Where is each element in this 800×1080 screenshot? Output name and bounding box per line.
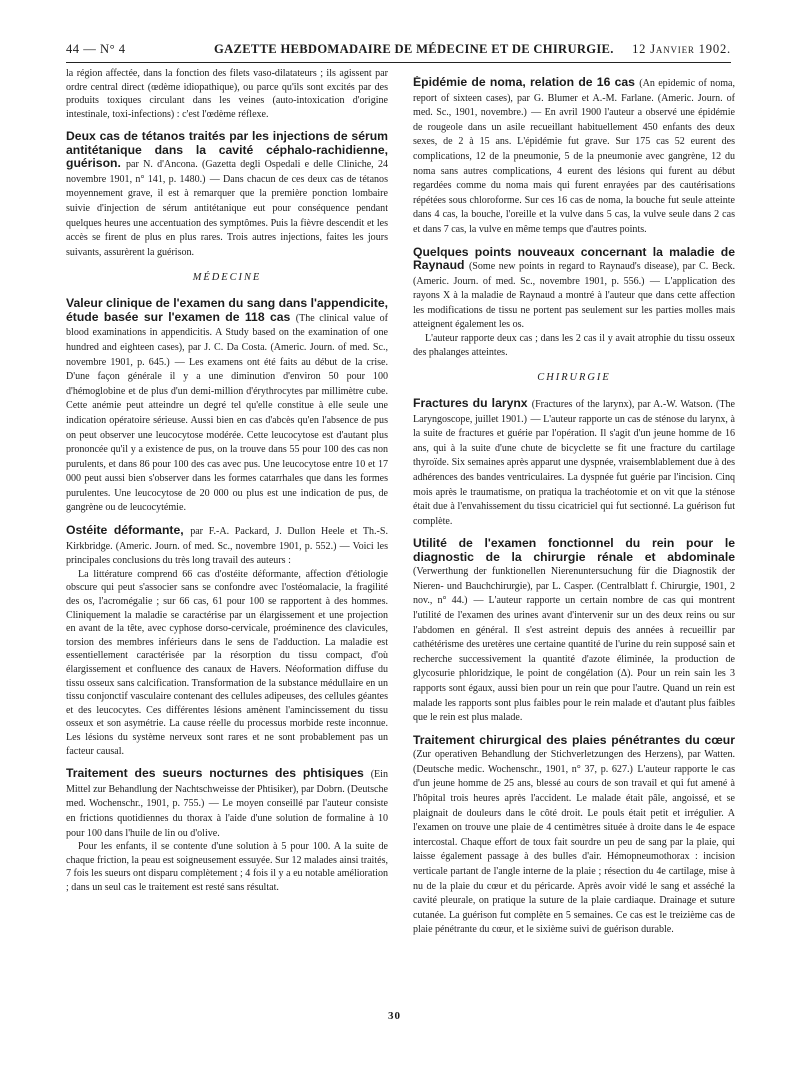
article-body: — En avril 1900 l'auteur a observé une épidémie de rougeole dans un asile recueillant habituellement 450 enfants des deux sexes, de 2 à 15 ans. L'épidémie fut grave. Sur 175 cas 52 eurent des complications, 12 de la pneumonie, 5 de la pneumonie avec gangrène, 12 du noma sans autres complications, 4 eurent des lésions qui furent au début regardées comme du noma mais qui furent enrayées par des cautérisations répétées sous chloroforme. Sur ces 16 cas de noma, la bouche fut seule atteinte dans 4 cas, la bouche, l'oreille et la vulve dans 5 cas, la vulve seule dans 2 cas et dans 7 cas, la vulve en même temps que d'autres points. [413,107,735,235]
section-heading-medecine: MÉDECINE [192,272,262,284]
article-title: Ostéite déformante, par F.-A. Packard, J. Dullon Heele et Th.-S. Kirkbridge. (Americ. Journ. of med. Sc., novembre 1901, p. 552.) — Voici les principales conclusions du très long travail des auteurs : [66,523,388,567]
article-body: — Les examens ont été faits au début de la crise. D'une façon générale il y a une diminution d'environ 50 pour 100 d'hémoglobine et de plus d'un demi-million d'érythrocytes par millimètre cube. Cette anémie peut atteindre un degré tel qu'elle constitue à elle seule une indication opératoire sérieuse. Aussi bien en cas d'abcès qu'en l'absence de pus on peut observer une leucocytose modérée. Cette leucocytose est d'autant plus prononcée qu'il y a existence de pus, on la trouve dans 55 pour 100 des cas non purulents, et dans 86 pour 100 des cas avec pus. Une leucocytose entre 10 et 17 000 peut aussi bien s'observer dans les formes catarrhales que dans les formes purulentes. Une leucocytose de 20 000 ou plus est une indication de pus, de gangrène ou de leucocytémie. [66,356,388,514]
article-larynx [413,397,735,528]
article-body: L'auteur rapporte le cas d'un jeune homme de 25 ans, blessé au cours de son travail et qui fut amené à l'hôpital trois heures après l'accident. Le malade était pâle, angoissé, et se plaignait de douleurs dans le côté droit. Le pouls était petit et irrégulier. A l'examen on trouve une plaie de 4 centimètres située à droite dans le 4e espace intercostal. Chaque effort de toux fait sourdre un peu de sang par la plaie, qui laisse également passage à des bulles d'air. Hémopneumothorax : incision verticale partant de l'angle interne de la plaie ; résection du 4e cartilage, mise à nu de la plaie du cœur et du péricarde. Après avoir vidé le sang et asséché la cavité pleurale, on pratique la suture de la plaie cardiaque. Drainage et suture cutanée. La guérison fut complète en 5 semaines. Ce cas est le treizième cas de plaie pénétrante du cœur, et le sixième suivi de guérison durable. [413,763,735,936]
article-body-2: Pour les enfants, il se contente d'une solution à 5 pour 100. A la suite de chaque friction, la peau est soigneusement essuyée. Sur 12 malades ainsi traités, 7 fois les sueurs ont disparu complètement ; 4 fois il y a eu notable amélioration ; dans un seul cas le traitement est resté sans résultat. [66,841,388,893]
article-title: Deux cas de tétanos traités par les injections de sérum antitétanique dans la cavité céphalo-rachidienne, guérison. par N. d'Ancona. (Gazetta degli Ospedali e delle Cliniche, 24 novembre 1901, n° 141, p. 1480.) — Dans chacun de ces deux cas de tétanos moyennement grave, il est à remarquer que la première ponction lombaire suivie d'injection de sérum antitétanique eut pour conséquence pendant quelques heures une accentuation des symptômes. Puis la fièvre descendit et les accès se firent de plus en plus rares. Trois autres injections, faites les jours suivants, assurèrent la guérison. [66,129,388,258]
article-title: Utilité de l'examen fonctionnel du rein pour le diagnostic de la chirurgie rénale et abdominale (Verwerthung der funktionellen Nierenuntersuchung für die Diagnostik der Nieren- und Bauchchirurgie), par L. Casper. (Centralblatt f. Chirurgie, 1901, 2 nov., n° 44.) — L'auteur rapporte un certain nombre de cas qui montrent l'utilité de l'examen des urines avant d'intervenir sur un des deux reins ou sur l'abdomen en général. Il s'est astreint depuis des années à recueillir par cathétérisme des uretères une certaine quantité de l'urine du rein supposé sain et recherche successivement la quantité d'azote éliminée, la production de glycosurie phloridzique, le point de congélation (Δ). Pour un rein sain les 3 rapports sont égaux, aussi bien pour un rein que pour l'autre. Quand un rein est malade les rapports sont plus faibles pour le rein malade et d'autant plus faibles que le rein est plus malade. [413,536,735,724]
article-body-2: L'auteur rapporte deux cas ; dans les 2 cas il y avait atrophie du tissu osseux des phalanges atteintes. [413,332,735,358]
article-appendicite [66,297,388,515]
article-body: — Dans chacun de ces deux cas de tétanos moyennement grave, il est à remarquer que la première ponction lombaire suivie d'injection de sérum antitétanique eut pour conséquence pendant quelques heures une accentuation des symptômes. Puis la fièvre descendit et les accès se firent de plus en plus rares. Trois autres injections, faites les jours suivants, assurèrent la guérison. [66,173,388,258]
issue-date: 12 Janvier 1902. [632,42,731,56]
section-heading-chirurgie: CHIRURGIE [537,372,611,384]
article-body: — L'auteur rapporte un certain nombre de cas qui montrent l'utilité de l'examen des urines avant d'intervenir sur un des deux reins ou sur l'abdomen en général. Il s'est astreint depuis des années à recueillir par cathétérisme des uretères une certaine quantité de l'urine du rein supposé sain et recherche successivement la quantité d'azote éliminée, la production de glycosurie phloridzique, le point de congélation (Δ). Pour un rein sain les 3 rapports sont égaux, aussi bien pour un rein que pour l'autre. Quand un rein est malade les rapports sont plus faibles pour le rein malade et d'autant plus faibles que le rein est plus malade. [413,595,735,724]
article-osteite [66,524,388,758]
article-noma [413,76,735,237]
page-header [66,40,731,62]
article-rein [413,537,735,724]
page-label: 44 — N° 4 [66,42,126,56]
article-title: Valeur clinique de l'examen du sang dans l'appendicite, étude basée sur l'examen de 118 cas (The clinical value of blood examinations in appendicitis. A Study based on the examination of one hundred and eighteen cases), par J. C. Da Costa. (Americ. Journ. of med. Sc., novembre 1901, p. 645.) — Les examens ont été faits au début de la crise. D'une façon générale il y a une diminution d'environ 50 pour 100 d'hémoglobine et de plus d'un demi-million d'érythrocytes par millimètre cube. Cette anémie peut atteindre un degré tel qu'elle constitue à elle seule une indication opératoire sérieuse. Aussi bien en cas d'abcès qu'en l'absence de pus on peut observer une leucocytose modérée. Cette leucocytose est d'autant plus prononcée qu'il y a existence de pus, on la trouve dans 55 pour 100 des cas non purulents, et dans 86 pour 100 des cas avec pus. Une leucocytose entre 10 et 17 000 peut aussi bien s'observer dans les formes catarrhales que dans les formes purulentes. Une leucocytose de 20 000 ou plus est une indication de pus, de gangrène ou de leucocytémie. [66,296,388,514]
article-citation: (Some new points in regard to Raynaud's disease), par C. Beck. (Americ. Journ. of med. Sc., novembre 1901, p. 556.) [413,260,735,287]
article-sueurs [66,767,388,894]
article-citation: par F.-A. Packard, J. Dullon Heele et Th.-S. Kirkbridge. (Americ. Journ. of med. Sc., novembre 1901, p. 552.) — Voici les principales conclusions du très long travail des auteurs : [66,526,388,567]
journal-title: GAZETTE HEBDOMADAIRE DE MÉDECINE ET DE CHIRURGIE. [214,42,614,56]
article-title: Fractures du larynx (Fractures of the larynx), par A.-W. Watson. (The Laryngoscope, juillet 1901.) — L'auteur rapporte un cas de sténose du larynx, à la suite de fractures et guérie par l'opération. Il s'agit d'un jeune homme de 16 ans, qui à la suite d'une chute de bicyclette se fit une fracture du cartilage thyroïde. Six semaines après apparut une dyspnée, vraisemblablement due à des adhérences des bandes ventriculaires. La dyspnée fut guérie par l'incision. Cinq mois après le traumatisme, on pratiqua la trachéotomie et on vit que la sténose était due à l'envahissement du tissu cicatriciel qui fut sectionné. La guérison fut complète. [413,396,735,527]
article-body: — Le moyen conseillé par l'auteur consiste en frictions quotidiennes du thorax à l'aide d'une solution de formaline à 10 pour 100 dans l'huile de lin ou d'olive. [66,798,388,839]
article-body: — L'application des rayons X à la maladie de Raynaud a montré à l'auteur que dans cette affection les modifications de tissu ne portent pas seulement sur les parties molles mais atteignent également les os. [413,275,735,331]
article-citation: (Zur operativen Behandlung der Stichverletzungen des Herzens), par Watten. (Deutsche medic. Wochenschr., 1901, n° 37, p. 627.) [413,749,735,775]
header-divider [66,62,731,63]
article-citation: par N. d'Ancona. (Gazetta degli Ospedali e delle Cliniche, 24 novembre 1901, n° 141, p. 1480.) [66,159,388,185]
article-title: Épidémie de noma, relation de 16 cas (An epidemic of noma, report of sixteen cases), par G. Blumer et A.-M. Farlane. (Americ. Journ. of med. Sc., 1901, novembre.) — En avril 1900 l'auteur a observé une épidémie de rougeole dans un asile recueillant habituellement 450 enfants des deux sexes, de 2 à 15 ans. L'épidémie fut grave. Sur 175 cas 52 eurent des complications, 12 de la pneumonie, 5 de la pneumonie avec gangrène, 12 du noma sans autres complications, 4 eurent des lésions qui furent au début regardées comme du noma mais qui furent enrayées par des cautérisations répétées sous chloroforme. Sur ces 16 cas de noma, la bouche fut seule atteinte dans 4 cas, la bouche, l'oreille et la vulve dans 5 cas, la vulve seule dans 2 cas et dans 7 cas, la vulve en même temps que d'autres points. [413,76,735,235]
right-column [413,76,735,1036]
article-body: — L'auteur rapporte un cas de sténose du larynx, à la suite de fractures et guérie par l'opération. Il s'agit d'un jeune homme de 16 ans, qui à la suite d'une chute de bicyclette se fit une fracture du cartilage thyroïde. Six semaines après apparut une dyspnée, vraisemblablement due à des adhérences des bandes ventriculaires. La dyspnée fut guérie par l'incision. Cinq mois après le traumatisme, on pratiqua la trachéotomie et on vit que la sténose était due à l'envahissement du tissu cicatriciel qui fut sectionné. La guérison fut complète. [413,413,735,527]
article-citation: (Verwerthung der funktionellen Nierenuntersuchung für die Diagnostik der Nieren- und Bauchchirurgie), par L. Casper. (Centralblatt f. Chirurgie, 1901, 2 nov., n° 44.) [413,566,735,607]
page-number: 30 [388,1010,401,1022]
article-raynaud [413,246,735,360]
article-title: Traitement des sueurs nocturnes des phtisiques (Ein Mittel zur Behandlung der Nachtschweisse der Phtisiker), par Dobrn. (Deutsche med. Wochenschr., 1901, p. 755.) — Le moyen conseillé par l'auteur consiste en frictions quotidiennes du thorax à l'aide d'une solution de formaline à 10 pour 100 dans l'huile de lin ou d'olive. [66,766,388,839]
article-citation: (Ein Mittel zur Behandlung der Nachtschweisse der Phtisiker), par Dobrn. (Deutsche med. Wochenschr., 1901, p. 755.) [66,769,388,810]
continued-text: la région affectée, dans la fonction des filets vaso-dilatateurs ; ils agissent par ordre central direct (œdème idiopathique), ou parce qu'ils sont excités par des produits toxiques circulant dans les veines (auto-intoxication d'origine intestinale, toxi-infections) : c'est l'œdème réflexe. [66,68,388,120]
left-column [66,67,388,1027]
article-citation: (An epidemic of noma, report of sixteen cases), par G. Blumer et A.-M. Farlane. (Americ. Journ. of med. Sc., 1901, novembre.) [413,78,735,119]
article-citation: (The clinical value of blood examinations in appendicitis. A Study based on the examination of one hundred and eighteen cases), par J. C. Da Costa. (Americ. Journ. of med. Sc., novembre 1901, p. 645.) [66,312,388,368]
article-title: Traitement chirurgical des plaies pénétrantes du cœur (Zur operativen Behandlung der Stichverletzungen des Herzens), par Watten. (Deutsche medic. Wochenschr., 1901, n° 37, p. 627.) L'auteur rapporte le cas d'un jeune homme de 25 ans, blessé au cours de son travail et qui fut amené à l'hôpital trois heures après l'accident. Le malade était pâle, angoissé, et se plaignait de douleurs dans le côté droit. Le pouls était petit et irrégulier. A l'examen on trouve une plaie de 4 centimètres située à droite dans le 4e espace intercostal. Chaque effort de toux fait sourdre un peu de sang par la plaie, qui laisse également passage à des bulles d'air. Hémopneumothorax : incision verticale partant de l'angle interne de la plaie ; résection du 4e cartilage, mise à nu de la plaie du cœur et du péricarde. Après avoir vidé le sang et asséché la cavité pleurale, on pratique la suture de la plaie cardiaque. Drainage et suture cutanée. La guérison fut complète en 5 semaines. Ce cas est le treizième cas de plaie pénétrante du cœur, et le sixième suivi de guérison durable. [413,732,735,936]
article-coeur [413,734,735,937]
article-body: La littérature comprend 66 cas d'ostéite déformante, affection d'étiologie obscure qui peut s'associer sans se confondre avec l'ostéomalacie, la fragilité des os, l'acromégalie ; sur 66 cas, 61 pour 100 se rapportent à des hommes. Cliniquement la maladie se caractérise par un élargissement et une projection en avant de la tête, avec cyphose dorso-cervicale, proéminence des clavicules, torsion des membres inférieurs dans le sens de l'adduction. La maladie est essentiellement caractérisée par la résorption du tissu compact, d'où élargissement et confluence des canaux de Havers. Néoformation diffuse du tissu osseux sans calcification. Transformation de la substance médullaire en un tissu conjonctif vasculaire contenant des cellules adipeuses, des cellules géantes et des leucocytes. Ces différentes lésions amènent l'amincissement du tissu osseux et son asymétrie. La cause réelle du processus morbide reste inconnue. Les lésions du système nerveux sont rares et ne sont probablement pas un facteur causal. [66,568,388,757]
article-title: Quelques points nouveaux concernant la maladie de Raynaud (Some new points in regard to Raynaud's disease), par C. Beck. (Americ. Journ. of med. Sc., novembre 1901, p. 556.) — L'application des rayons X à la maladie de Raynaud a montré à l'auteur que dans cette affection les modifications de tissu ne portent pas seulement sur les parties molles mais atteignent également les os. [413,244,735,331]
article-citation: (Fractures of the larynx), par A.-W. Watson. (The Laryngoscope, juillet 1901.) [413,399,735,425]
article-tetanos [66,130,388,259]
